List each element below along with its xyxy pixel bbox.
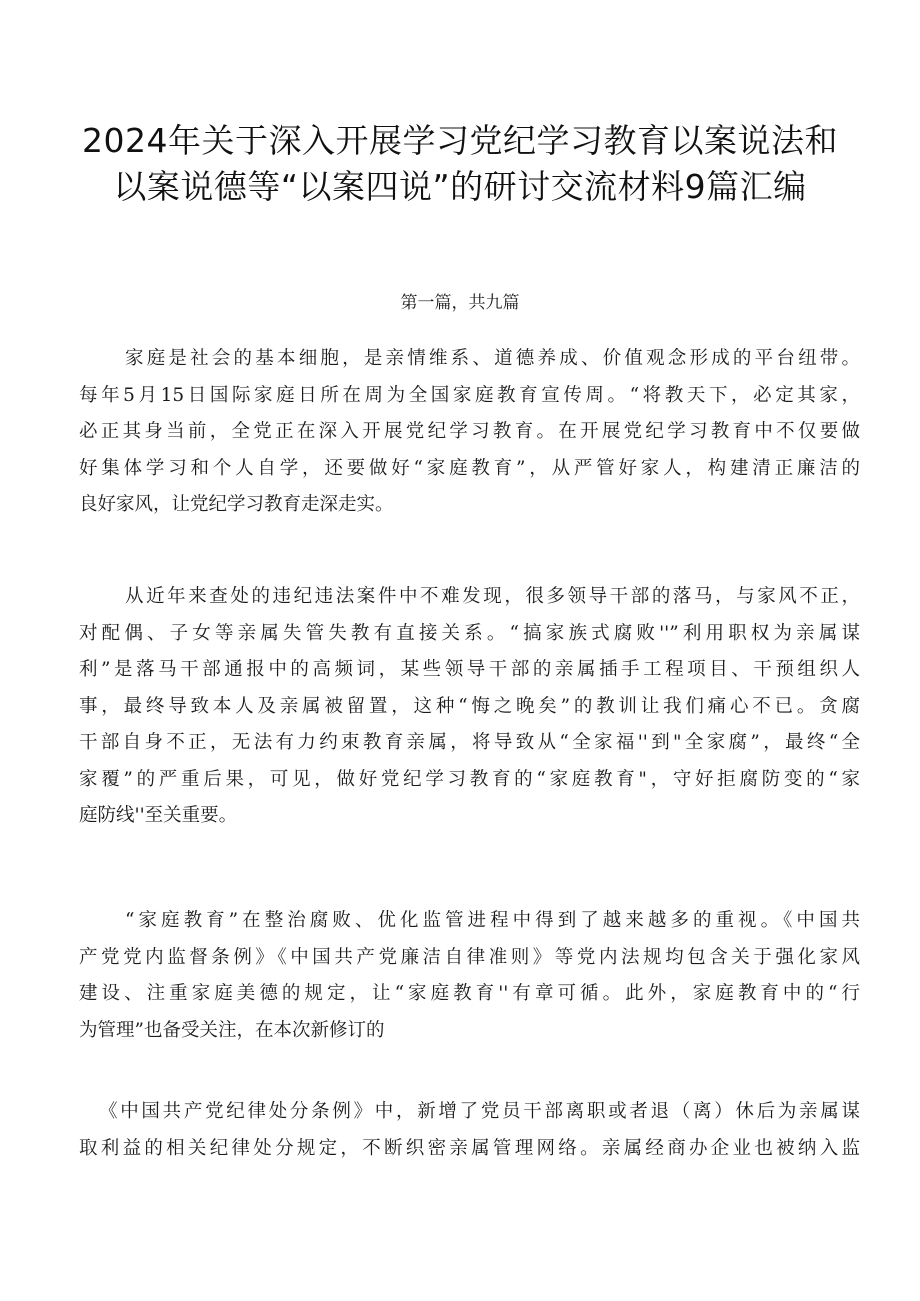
paragraph-line: 庭防线''至关重要。 xyxy=(79,805,238,826)
paragraph-line: 干部自身不正，无法有力约束教育亲属，将导致从“全家福''到"全家腐”，最终“全 xyxy=(79,732,860,753)
paragraph-1 xyxy=(79,341,860,524)
paragraph-line: 利”是落马干部通报中的高频词，某些领导干部的亲属插手工程项目、干预组织人 xyxy=(79,659,860,680)
document-title-line-1: 2024年关于深入开展学习党纪学习教育以案说法和 xyxy=(82,121,838,160)
paragraph-line: 《中国共产党纪律处分条例》中，新增了党员干部离职或者退（离）休后为亲属谋 xyxy=(99,1101,860,1122)
paragraph-3 xyxy=(79,903,860,1049)
paragraph-line: 取利益的相关纪律处分规定，不断织密亲属管理网络。亲属经商办企业也被纳入监 xyxy=(79,1137,860,1159)
document-title-line-2: 以案说德等“以案四说”的研讨交流材料9篇汇编 xyxy=(113,167,807,206)
paragraph-line: 家庭是社会的基本细胞，是亲情维系、道德养成、价值观念形成的平台纽带。 xyxy=(125,348,860,369)
paragraph-2 xyxy=(79,579,860,835)
paragraph-line: 为管理”也备受关注，在本次新修订的 xyxy=(79,1019,385,1041)
paragraph-line: 从近年来查处的违纪违法案件中不难发现，很多领导干部的落马，与家风不正， xyxy=(125,586,860,607)
paragraph-line: 对配偶、子女等亲属失管失教有直接关系。“搞家族式腐败''”利用职权为亲属谋 xyxy=(79,622,860,644)
paragraph-line: 建设、注重家庭美德的规定，让“家庭教育''有章可循。此外，家庭教育中的“行 xyxy=(79,983,860,1004)
paragraph-line: 必正其身当前，全党正在深入开展党纪学习教育。在开展党纪学习教育中不仅要做 xyxy=(79,421,860,442)
paragraph-line: 产党党内监督条例》《中国共产党廉洁自律准则》等党内法规均包含关于强化家风 xyxy=(79,946,860,968)
paragraph-line: “家庭教育”在整治腐败、优化监管进程中得到了越来越多的重视。《中国共 xyxy=(125,910,860,931)
paragraph-4 xyxy=(79,1094,860,1167)
section-heading: 第一篇，共九篇 xyxy=(400,293,520,313)
paragraph-line: 事，最终导致本人及亲属被留置，这种“悔之晚矣”的教训让我们痛心不已。贪腐 xyxy=(79,695,860,717)
paragraph-line: 家覆”的严重后果，可见，做好党纪学习教育的“家庭教育"，守好拒腐防变的“家 xyxy=(79,768,860,790)
paragraph-line: 每年5月15日国际家庭日所在周为全国家庭教育宣传周。“将教天下，必定其家， xyxy=(79,384,860,406)
paragraph-line: 好集体学习和个人自学，还要做好“家庭教育”，从严管好家人，构建清正廉洁的 xyxy=(79,457,860,479)
paragraph-line: 良好家风，让党纪学习教育走深走实。 xyxy=(79,494,394,515)
